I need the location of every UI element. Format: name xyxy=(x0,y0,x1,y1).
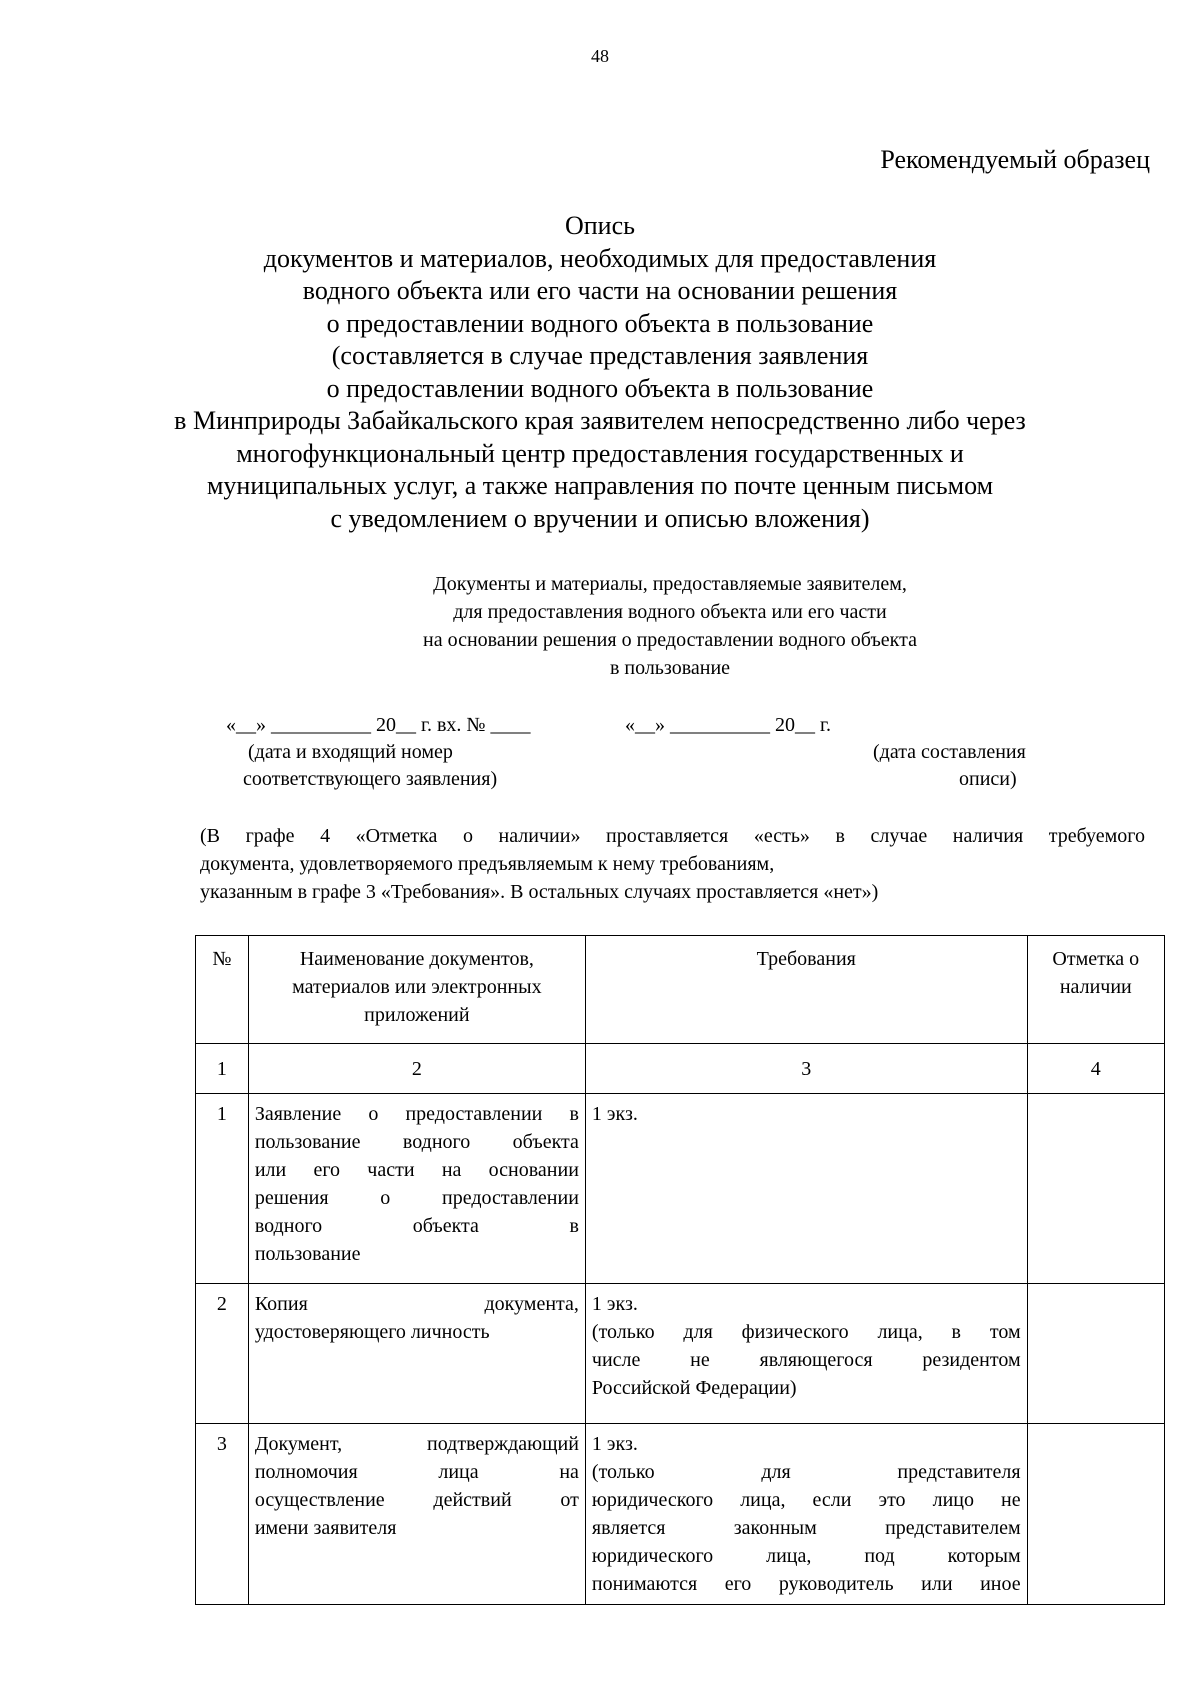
requirements-cell xyxy=(585,1424,1027,1605)
table-row xyxy=(196,1424,1165,1605)
title-line: в Минприроды Забайкальского края заявителем непосредственно либо через xyxy=(174,406,1026,435)
cell-line: удостоверяющего личность xyxy=(254,1321,490,1343)
documents-table xyxy=(195,935,1165,1605)
header-document-name xyxy=(248,936,585,1044)
header-requirements: Требования xyxy=(585,936,1027,1044)
document-name-cell xyxy=(248,1284,585,1424)
row-number: 3 xyxy=(196,1424,249,1605)
header-line: материалов или электронных xyxy=(292,976,542,998)
cell-line: или его части на основании xyxy=(254,1159,579,1181)
cell-line: Документ, подтверждающий xyxy=(254,1433,579,1455)
header-line: наличии xyxy=(1059,976,1132,998)
column-number: 4 xyxy=(1027,1044,1164,1094)
cell-line: числе не являющегося резидентом xyxy=(591,1349,1021,1371)
compile-date-caption: описи) xyxy=(959,768,1017,790)
cell-line: является законным представителем xyxy=(591,1517,1021,1539)
header-line: приложений xyxy=(364,1004,470,1026)
row-number: 2 xyxy=(196,1284,249,1424)
page-number: 48 xyxy=(591,46,609,66)
cell-line: пользование xyxy=(254,1243,361,1265)
table-row xyxy=(196,1284,1165,1424)
document-title xyxy=(0,210,1200,535)
instruction-note xyxy=(200,822,1145,906)
recommended-sample-label: Рекомендуемый образец xyxy=(880,145,1150,174)
cell-line: осуществление действий от xyxy=(254,1489,579,1511)
cell-line: юридического лица, если это лицо не xyxy=(591,1489,1021,1511)
cell-line: водного объекта в xyxy=(254,1215,579,1237)
cell-line: 1 экз. xyxy=(591,1103,638,1125)
cell-line: (только для физического лица, в том xyxy=(591,1321,1021,1343)
cell-line: 1 экз. xyxy=(591,1433,638,1455)
availability-mark-cell[interactable] xyxy=(1027,1424,1164,1605)
availability-mark-cell[interactable] xyxy=(1027,1094,1164,1284)
column-number-row xyxy=(196,1044,1165,1094)
title-line: многофункциональный центр предоставления государственных и xyxy=(236,438,964,468)
header-line: Отметка о xyxy=(1052,948,1140,970)
incoming-date-field: «__» __________ 20__ г. вх. № ____ xyxy=(226,714,531,736)
incoming-date-caption: соответствующего заявления) xyxy=(243,768,498,790)
note-line: (В графе 4 «Отметка о наличии» проставляется «есть» в случае наличия требуемого xyxy=(200,825,1145,847)
subtitle-line: Документы и материалы, предоставляемые заявителем, xyxy=(433,573,907,595)
cell-line: пользование водного объекта xyxy=(254,1131,579,1153)
cell-line: Российской Федерации) xyxy=(591,1377,797,1399)
title-line: о предоставлении водного объекта в пользование xyxy=(326,308,874,338)
column-number: 1 xyxy=(196,1044,249,1094)
title-line: (составляется в случае представления заявления xyxy=(331,341,869,370)
subtitle-line: в пользование xyxy=(609,657,731,679)
row-number: 1 xyxy=(196,1094,249,1284)
document-name-cell xyxy=(248,1424,585,1605)
incoming-date-caption: (дата и входящий номер xyxy=(248,741,453,763)
title-line: документов и материалов, необходимых для предоставления xyxy=(263,243,937,273)
cell-line: юридического лица, под которым xyxy=(591,1545,1021,1567)
note-line: документа, удовлетворяемого предъявляемым к нему требованиям, xyxy=(200,853,775,875)
compile-date-field: «__» __________ 20__ г. xyxy=(625,714,831,736)
cell-line: полномочия лица на xyxy=(254,1461,579,1483)
compile-date-caption: (дата составления xyxy=(873,741,1026,763)
header-availability-mark xyxy=(1027,936,1164,1044)
document-name-cell xyxy=(248,1094,585,1284)
cell-line: Заявление о предоставлении в xyxy=(254,1103,579,1125)
subtitle-line: на основании решения о предоставлении водного объекта xyxy=(423,629,917,651)
availability-mark-cell[interactable] xyxy=(1027,1284,1164,1424)
title-line: водного объекта или его части на основании решения xyxy=(302,276,898,305)
title-line: муниципальных услуг, а также направления по почте ценным письмом xyxy=(206,471,994,500)
table-row xyxy=(196,1094,1165,1284)
cell-line: понимаются его руководитель или иное xyxy=(591,1573,1021,1595)
note-line: указанным в графе 3 «Требования». В остальных случаях проставляется «нет») xyxy=(200,881,879,903)
subtitle xyxy=(355,570,985,682)
subtitle-line: для предоставления водного объекта или его части xyxy=(453,601,887,623)
cell-line: 1 экз. xyxy=(591,1293,638,1315)
column-number: 2 xyxy=(248,1044,585,1094)
cell-line: имени заявителя xyxy=(254,1517,397,1539)
table-header-row xyxy=(196,936,1165,1044)
cell-line: (только для представителя xyxy=(591,1461,1021,1483)
column-number: 3 xyxy=(585,1044,1027,1094)
header-line: Наименование документов, xyxy=(299,948,534,970)
requirements-cell xyxy=(585,1094,1027,1284)
title-line: с уведомлением о вручении и описью вложения) xyxy=(330,503,870,533)
header-number: № xyxy=(196,936,249,1044)
requirements-cell xyxy=(585,1284,1027,1424)
cell-line: Копия документа, xyxy=(254,1293,579,1315)
cell-line: решения о предоставлении xyxy=(254,1187,579,1209)
title-line: Опись xyxy=(564,211,635,240)
title-line: о предоставлении водного объекта в пользование xyxy=(326,373,874,403)
